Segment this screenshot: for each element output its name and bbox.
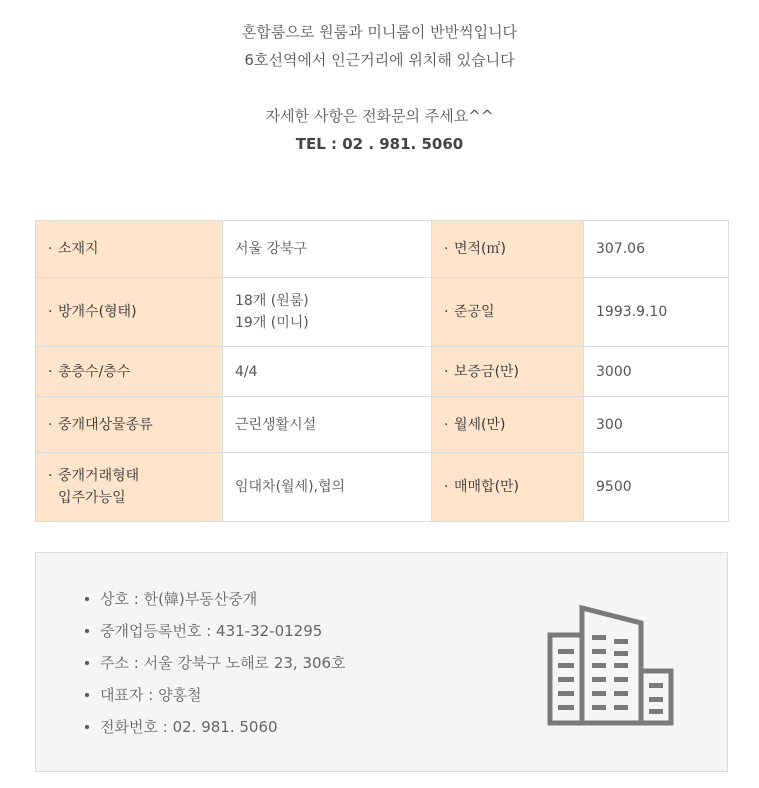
label-cell: · 방개수(형태) bbox=[36, 278, 223, 347]
property-info-table bbox=[35, 220, 729, 522]
label-cell: · 면적(㎡) bbox=[432, 221, 584, 278]
intro-text bbox=[0, 18, 759, 158]
value-cell: 307.06 bbox=[584, 221, 729, 278]
list-item: 대표자 : 양홍철 bbox=[98, 679, 346, 711]
value-cell: 서울 강북구 bbox=[223, 221, 432, 278]
intro-line-1: 혼합룸으로 원룸과 미니룸이 반반씩입니다 bbox=[241, 23, 518, 41]
value-cell: 18개 (원룸) 19개 (미니) bbox=[223, 278, 432, 347]
label-cell: · 월세(만) bbox=[432, 397, 584, 453]
value-cell: 4/4 bbox=[223, 347, 432, 397]
label-cell: · 소재지 bbox=[36, 221, 223, 278]
table-row bbox=[36, 278, 729, 347]
label-cell: · 총층수/층수 bbox=[36, 347, 223, 397]
list-item: 주소 : 서울 강북구 노해로 23, 306호 bbox=[98, 647, 346, 679]
table-row bbox=[36, 453, 729, 522]
agency-info-list bbox=[98, 583, 346, 743]
table-row bbox=[36, 221, 729, 278]
list-item: 중개업등록번호 : 431-32-01295 bbox=[98, 615, 346, 647]
intro-line-2: 6호선역에서 인근거리에 위치해 있습니다 bbox=[244, 51, 515, 69]
label-cell: · 중개거래형태 입주가능일 bbox=[36, 453, 223, 522]
table-row bbox=[36, 397, 729, 453]
value-cell: 근린생활시설 bbox=[223, 397, 432, 453]
label-cell: · 중개대상물종류 bbox=[36, 397, 223, 453]
value-cell: 9500 bbox=[584, 453, 729, 522]
list-item: 상호 : 한(韓)부동산중개 bbox=[98, 583, 346, 615]
table-row bbox=[36, 347, 729, 397]
label-cell: · 매매합(만) bbox=[432, 453, 584, 522]
agency-info-panel bbox=[35, 552, 728, 772]
building-icon bbox=[546, 603, 676, 728]
value-cell: 임대차(월세),협의 bbox=[223, 453, 432, 522]
intro-line-3: 자세한 사항은 전화문의 주세요^^ bbox=[265, 107, 494, 125]
label-cell: · 준공일 bbox=[432, 278, 584, 347]
value-cell: 3000 bbox=[584, 347, 729, 397]
tel-number: TEL : 02 . 981. 5060 bbox=[295, 135, 464, 153]
value-cell: 300 bbox=[584, 397, 729, 453]
label-cell: · 보증금(만) bbox=[432, 347, 584, 397]
value-cell: 1993.9.10 bbox=[584, 278, 729, 347]
list-item: 전화번호 : 02. 981. 5060 bbox=[98, 711, 346, 743]
